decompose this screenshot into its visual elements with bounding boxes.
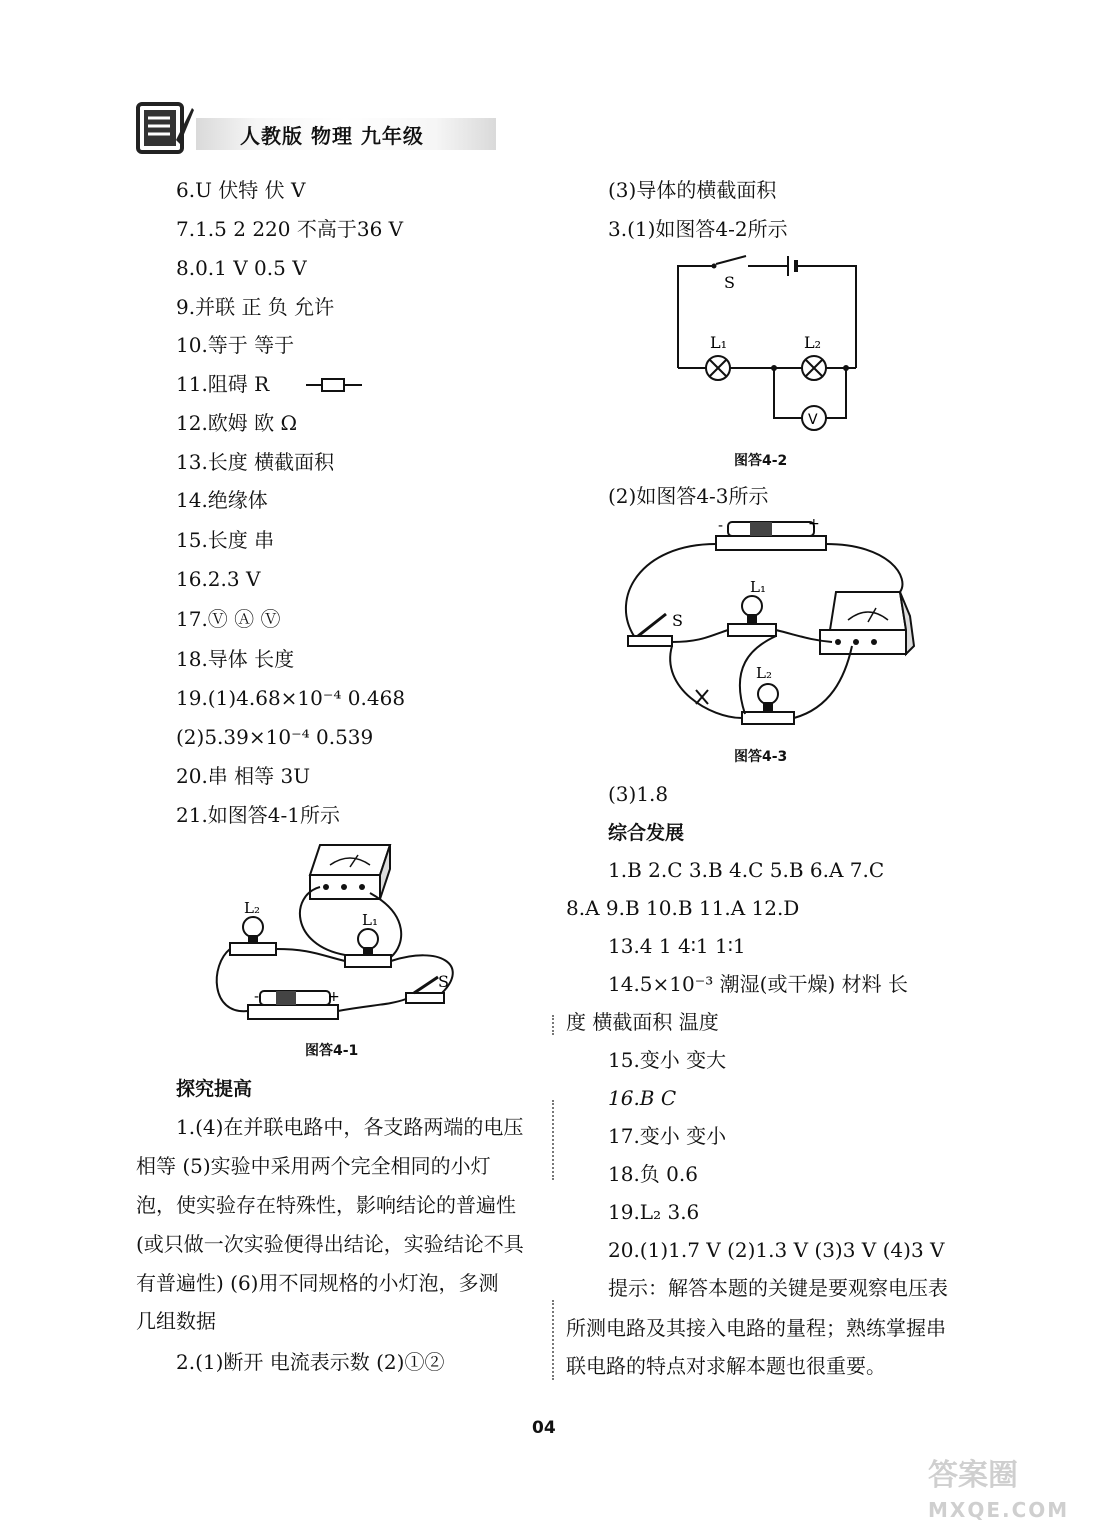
label-v: V [808, 412, 818, 428]
para-line: 泡，使实验存在特殊性，影响结论的普遍性 [136, 1193, 516, 1217]
para-line: 几组数据 [136, 1309, 216, 1333]
bulb-l1 [728, 596, 776, 636]
answer-line: (3)导体的横截面积 [608, 178, 777, 202]
answer-line: 17.变小 变小 [608, 1124, 727, 1148]
answer-line: 21.如图答4-1所示 [176, 803, 341, 827]
answer-line: (3)1.8 [608, 782, 669, 806]
answer-line: 16.B C [608, 1086, 677, 1110]
answer-line: 16.2.3 V [176, 567, 261, 591]
divider-left [552, 1015, 554, 1035]
section-title: 探究提高 [176, 1078, 253, 1100]
switch-s [628, 614, 672, 646]
answer-line: 3.(1)如图答4-2所示 [608, 217, 788, 241]
answer-line: 13.4 1 4∶1 1∶1 [608, 934, 746, 958]
answer-line: (2)如图答4-3所示 [608, 484, 769, 508]
answer-line: 提示：解答本题的关键是要观察电压表 [608, 1276, 948, 1300]
answer-line: 8.A 9.B 10.B 11.A 12.D [566, 896, 800, 920]
answer-line: 14.绝缘体 [176, 488, 268, 512]
answer-line: 12.欧姆 欧 Ω [176, 411, 298, 435]
answer-line: 19.(1)4.68×10⁻⁴ 0.468 [176, 686, 406, 710]
figure-caption: 图答4-2 [734, 453, 788, 469]
answer-line: 11.阻碍 R [176, 372, 270, 396]
answer-line: 9.并联 正 负 允许 [176, 295, 335, 319]
battery [248, 991, 338, 1019]
para-line: 2.(1)断开 电流表示数 (2)①② [176, 1350, 445, 1374]
divider-left [552, 1300, 554, 1380]
answer-line: 所测电路及其接入电路的量程；熟练掌握串 [566, 1316, 946, 1340]
bulb-l2 [742, 684, 794, 724]
label-s: S [672, 611, 683, 630]
answer-line: 度 横截面积 温度 [566, 1010, 719, 1034]
figure-caption: 图答4-1 [305, 1043, 359, 1059]
answer-line: 10.等于 等于 [176, 333, 295, 357]
answer-line: 20.串 相等 3U [176, 764, 311, 788]
label-l1: L₁ [362, 911, 378, 929]
answer-line: 8.0.1 V 0.5 V [176, 256, 307, 280]
label-plus: + [328, 989, 340, 1005]
answer-line: 20.(1)1.7 V (2)1.3 V (3)3 V (4)3 V [608, 1238, 945, 1262]
label-minus: - [254, 989, 260, 1005]
answer-line: (2)5.39×10⁻⁴ 0.539 [176, 725, 374, 749]
para-line: 相等 (5)实验中采用两个完全相同的小灯 [136, 1154, 491, 1178]
answer-line: 19.L₂ 3.6 [608, 1200, 700, 1224]
answer-line: 14.5×10⁻³ 潮湿(或干燥) 材料 长 [608, 972, 908, 996]
answer-line: 6.U 伏特 伏 V [176, 178, 306, 202]
divider-left [552, 1100, 554, 1180]
figure-4-3 [620, 518, 920, 733]
answer-line: 13.长度 横截面积 [176, 450, 335, 474]
notebook-pencil-icon [136, 100, 194, 156]
label-s: S [724, 273, 735, 292]
answer-line: 18.导体 长度 [176, 647, 295, 671]
answer-line: 联电路的特点对求解本题也很重要。 [566, 1354, 886, 1378]
bulb-l2 [230, 917, 276, 955]
voltmeter-device [310, 845, 390, 899]
figure-caption: 图答4-3 [734, 749, 788, 765]
para-line: (或只做一次实验便得出结论，实验结论不具 [136, 1232, 524, 1256]
answer-line: 18.负 0.6 [608, 1162, 698, 1186]
figure-4-1 [210, 835, 470, 1030]
section-title: 综合发展 [608, 822, 685, 844]
label-l2: L₂ [804, 333, 822, 352]
header-title: 人教版 物理 九年级 [240, 124, 424, 148]
label-l2: L₂ [756, 664, 772, 682]
label-plus: + [808, 518, 820, 532]
bulb-l1 [345, 929, 391, 967]
label-s: S [438, 972, 449, 991]
label-l1: L₁ [750, 578, 766, 596]
voltmeter-device [820, 592, 914, 654]
answer-line: 17.Ⓥ Ⓐ Ⓥ [176, 607, 281, 631]
watermark-url: MXQE.COM [928, 1498, 1070, 1522]
para-line: 1.(4)在并联电路中，各支路两端的电压 [176, 1115, 524, 1139]
answer-line: 1.B 2.C 3.B 4.C 5.B 6.A 7.C [608, 858, 885, 882]
label-minus: - [718, 518, 724, 534]
answer-line: 15.长度 串 [176, 528, 275, 552]
answer-line: 15.变小 变大 [608, 1048, 727, 1072]
label-l2: L₂ [244, 899, 260, 917]
page-number: 04 [532, 1418, 556, 1438]
para-line: 有普遍性) (6)用不同规格的小灯泡，多测 [136, 1271, 499, 1295]
figure-4-2 [670, 250, 870, 435]
watermark-logo: 答案圈 [928, 1458, 1018, 1493]
answer-line: 7.1.5 2 220 不高于36 V [176, 217, 404, 241]
label-l1: L₁ [710, 333, 728, 352]
resistor-symbol [306, 376, 362, 394]
